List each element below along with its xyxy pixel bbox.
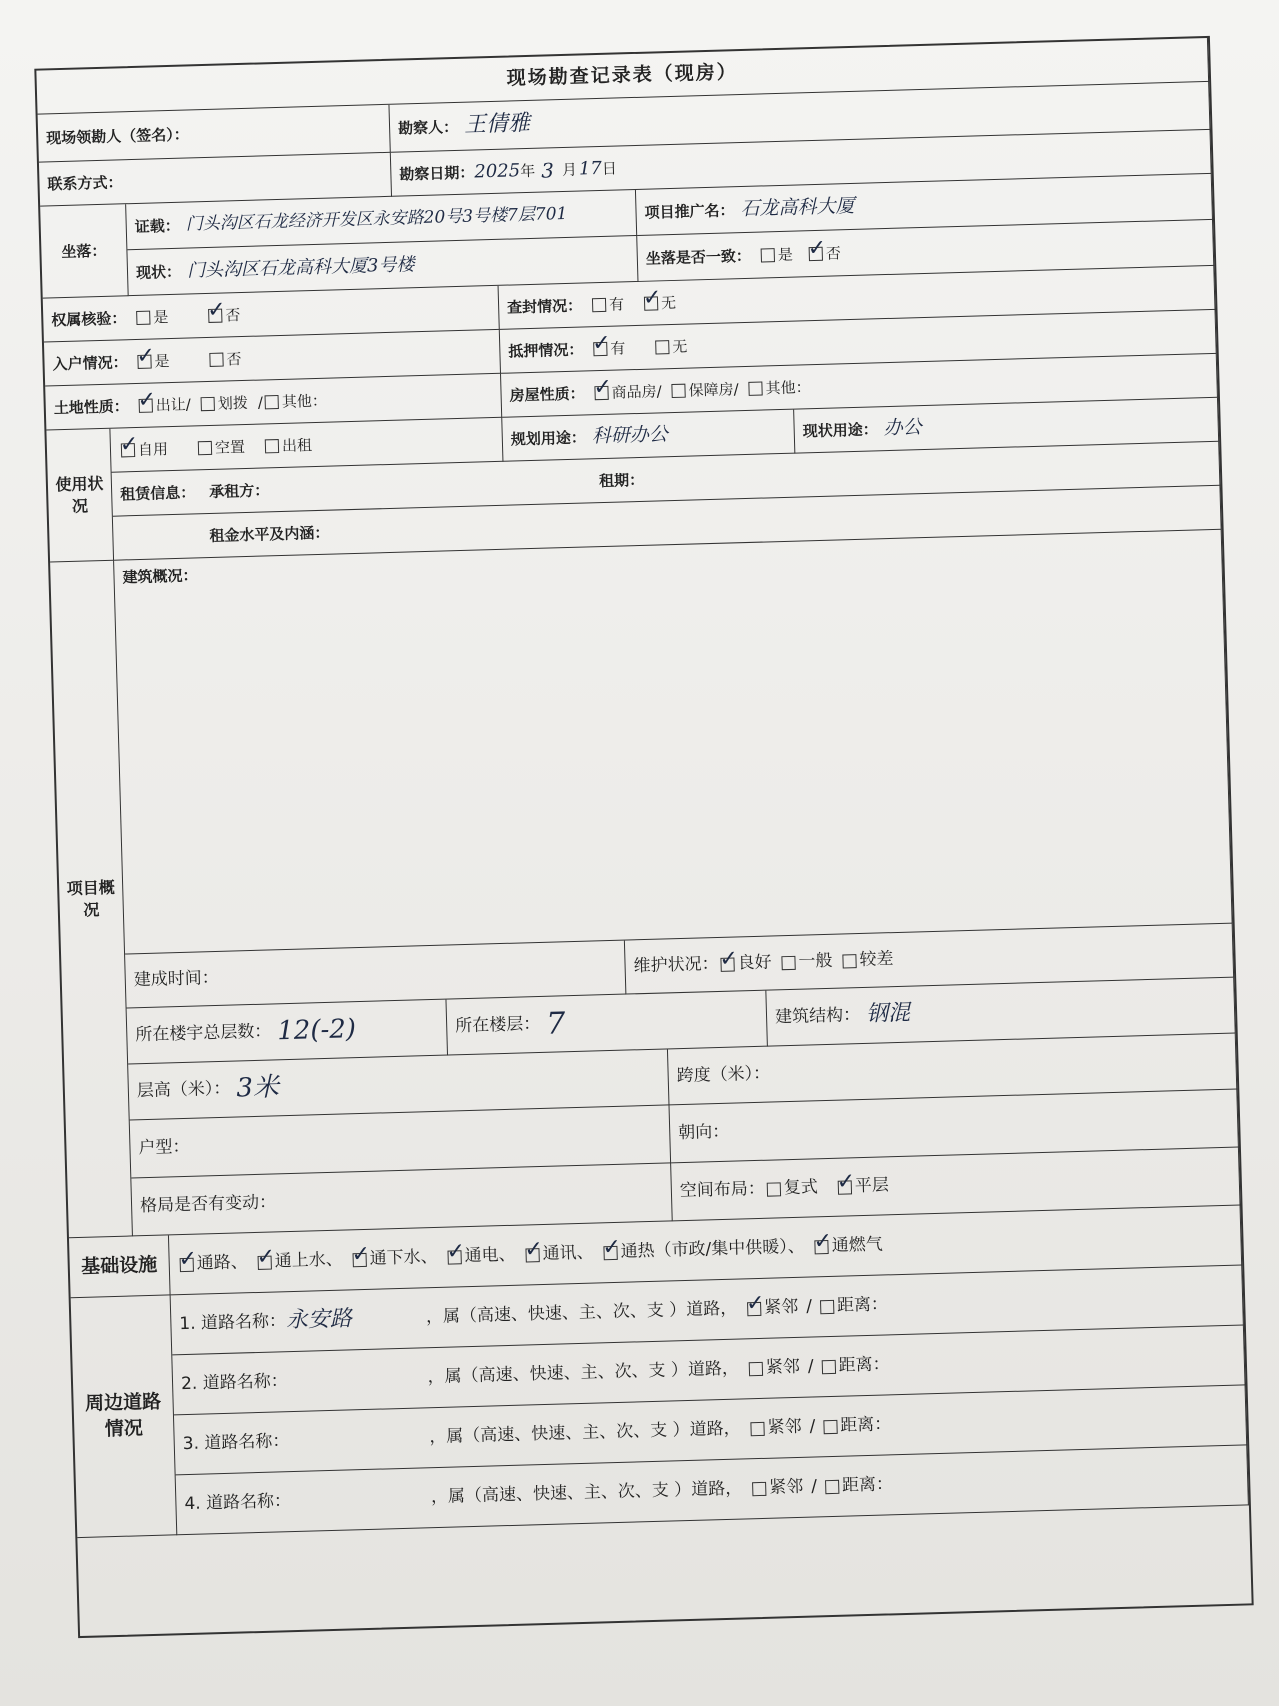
land-other-checkbox[interactable] bbox=[265, 395, 279, 409]
road-3-name bbox=[289, 1438, 429, 1442]
road-4-adjacent-label: 紧邻 bbox=[768, 1477, 804, 1499]
house-commercial-checkbox[interactable] bbox=[594, 385, 608, 399]
road-1-distance-checkbox[interactable] bbox=[820, 1299, 834, 1313]
ownership-yes-label: 是 bbox=[153, 307, 169, 326]
layout-flat-checkbox[interactable] bbox=[838, 1180, 852, 1194]
infra-road-label: 通路、 bbox=[196, 1252, 249, 1274]
roads-cell bbox=[71, 1295, 178, 1538]
ownership-no-checkbox[interactable] bbox=[208, 308, 222, 322]
layout-duplex-label: 复式 bbox=[783, 1177, 819, 1199]
road-1-distance-label: 距离： bbox=[836, 1294, 889, 1317]
infra-road-checkbox[interactable] bbox=[180, 1257, 194, 1271]
layout-flat-label: 平层 bbox=[854, 1175, 890, 1197]
seal-label: 查封情况： bbox=[506, 296, 583, 317]
infra-telecom-checkbox[interactable] bbox=[525, 1248, 539, 1262]
infra-gas-checkbox[interactable] bbox=[815, 1240, 829, 1254]
road-2-sep: / bbox=[807, 1356, 814, 1377]
lease-info-label: 租赁信息： bbox=[119, 482, 196, 503]
road-1-prefix: 1. 道路名称： bbox=[179, 1311, 287, 1335]
usage-vacant-checkbox[interactable] bbox=[198, 440, 212, 454]
date-year: 2025 bbox=[474, 159, 521, 183]
infra-heating-checkbox[interactable] bbox=[603, 1245, 617, 1259]
ownership-yes-checkbox[interactable] bbox=[136, 310, 150, 324]
seal-none-label: 无 bbox=[660, 293, 677, 312]
survey-date-label: 勘察日期： bbox=[399, 162, 475, 184]
ownership-no-label: 否 bbox=[225, 305, 241, 324]
maintenance-label: 维护状况： bbox=[633, 954, 719, 977]
entry-no-checkbox[interactable] bbox=[209, 352, 223, 366]
unit-type-label: 户型： bbox=[138, 1137, 190, 1159]
road-2-distance-checkbox[interactable] bbox=[821, 1359, 835, 1373]
actual-address-label: 现状： bbox=[135, 262, 182, 282]
infra-power-label: 通电、 bbox=[464, 1245, 516, 1267]
floor-label: 所在楼层： bbox=[454, 1014, 541, 1037]
cert-address-value: 门头沟区石龙经济开发区永安路20号3号楼7层701 bbox=[185, 204, 568, 235]
space-layout-label: 空间布局： bbox=[679, 1179, 766, 1202]
infra-heating-label: 通热（市政/集中供暖）、 bbox=[620, 1236, 806, 1263]
entry-yes-checkbox[interactable] bbox=[137, 354, 151, 368]
consistent-no-checkbox[interactable] bbox=[809, 246, 823, 260]
span-label: 跨度（米）： bbox=[676, 1063, 771, 1087]
layout-change-label: 格局是否有变动： bbox=[139, 1192, 277, 1217]
building-overview-label: 建筑概况： bbox=[122, 566, 198, 587]
building-overview-cell bbox=[114, 530, 1233, 955]
actual-address-value: 门头沟区石龙高科大厦3号楼 bbox=[186, 253, 415, 282]
entry-label: 入户情况： bbox=[52, 352, 128, 373]
maint-good-label: 良好 bbox=[737, 952, 772, 974]
road-4-distance-label: 距离： bbox=[841, 1474, 894, 1497]
total-floors-value: 12(-2) bbox=[276, 1014, 357, 1047]
road-2-name bbox=[288, 1378, 428, 1382]
seal-none-checkbox[interactable] bbox=[644, 296, 658, 310]
road-4-adjacent-checkbox[interactable] bbox=[752, 1481, 766, 1495]
road-1-adjacent-checkbox[interactable] bbox=[747, 1301, 761, 1315]
road-1-type: ，属（高速、快速、主、次、支 ）道路， bbox=[425, 1298, 738, 1328]
structure-value: 钢混 bbox=[865, 1000, 911, 1028]
usage-rent-label: 出租 bbox=[281, 435, 313, 455]
seal-has-checkbox[interactable] bbox=[592, 297, 606, 311]
infra-telecom-label: 通讯、 bbox=[542, 1242, 594, 1265]
mortgage-none-label: 无 bbox=[672, 337, 688, 356]
lease-term-label: 租期： bbox=[598, 470, 645, 490]
road-2-type: ，属（高速、快速、主、次、支 ）道路， bbox=[427, 1358, 740, 1388]
plan-use-label: 规划用途： bbox=[510, 427, 587, 449]
house-nature-label: 房屋性质： bbox=[509, 383, 585, 405]
maint-normal-label: 一般 bbox=[798, 951, 833, 973]
maint-poor-label: 较差 bbox=[859, 949, 894, 971]
road-4-name bbox=[291, 1498, 431, 1502]
road-1-name: 永安路 bbox=[285, 1306, 353, 1334]
project-label: 项目概况 bbox=[66, 877, 115, 920]
floor-height-label: 层高（米）： bbox=[136, 1078, 231, 1102]
road-4-distance-checkbox[interactable] bbox=[825, 1479, 839, 1493]
usage-label: 使用状况 bbox=[55, 473, 104, 516]
current-use-value: 办公 bbox=[883, 416, 923, 440]
house-commercial-label: 商品房/ bbox=[611, 381, 662, 402]
house-other-checkbox[interactable] bbox=[748, 381, 762, 395]
current-use-label: 现状用途： bbox=[802, 419, 878, 440]
entry-yes-label: 是 bbox=[154, 351, 170, 370]
infra-power-checkbox[interactable] bbox=[447, 1250, 461, 1264]
consistent-no-label: 否 bbox=[825, 243, 842, 263]
usage-rent-checkbox[interactable] bbox=[265, 439, 279, 453]
road-2-adjacent-label: 紧邻 bbox=[765, 1357, 801, 1379]
road-1-adjacent-label: 紧邻 bbox=[763, 1297, 799, 1319]
mortgage-label: 抵押情况： bbox=[508, 340, 584, 361]
infra-label: 基础设施 bbox=[80, 1253, 158, 1278]
roads-label: 周边道路情况 bbox=[84, 1390, 162, 1440]
mortgage-has-label: 有 bbox=[610, 338, 626, 358]
floor-value: 7 bbox=[545, 1005, 566, 1042]
road-3-sep: / bbox=[809, 1416, 816, 1437]
road-4-sep: / bbox=[810, 1476, 818, 1497]
rent-level-label: 租金水平及内涵： bbox=[209, 523, 330, 545]
road-3-distance-label: 距离： bbox=[840, 1414, 892, 1437]
built-time-label: 建成时间： bbox=[133, 968, 220, 991]
location-consistent-label: 坐落是否一致： bbox=[645, 246, 752, 268]
road-3-adjacent-checkbox[interactable] bbox=[750, 1421, 764, 1435]
land-sep: / bbox=[257, 392, 264, 412]
seal-has-label: 有 bbox=[608, 294, 625, 314]
date-year-suffix: 年 bbox=[519, 161, 536, 180]
plan-use-value: 科研办公 bbox=[591, 423, 669, 448]
land-other-label: 其他： bbox=[281, 391, 328, 411]
total-floors-label: 所在楼宇总层数： bbox=[135, 1021, 272, 1046]
usage-cell bbox=[46, 429, 114, 563]
road-1-sep: / bbox=[805, 1296, 813, 1317]
surveyor-signature: 王倩雅 bbox=[463, 111, 531, 139]
cert-address-label: 证载： bbox=[134, 216, 181, 236]
layout-duplex-checkbox[interactable] bbox=[767, 1182, 781, 1196]
land-transfer-checkbox[interactable] bbox=[139, 398, 153, 412]
land-allocate-label: 划拨 bbox=[217, 393, 249, 413]
house-other-label: 其他： bbox=[765, 377, 811, 397]
consistent-yes-label: 是 bbox=[777, 245, 794, 264]
date-month: 3 bbox=[540, 157, 555, 183]
road-3-distance-checkbox[interactable] bbox=[823, 1419, 837, 1433]
house-affordable-label: 保障房/ bbox=[688, 379, 739, 400]
tenant-label: 承租方： bbox=[208, 480, 270, 501]
structure-label: 建筑结构： bbox=[774, 1005, 861, 1028]
location-label: 坐落： bbox=[61, 241, 107, 261]
survey-form bbox=[34, 36, 1253, 1638]
maint-poor-checkbox[interactable] bbox=[842, 954, 856, 968]
road-2-prefix: 2. 道路名称： bbox=[180, 1371, 288, 1395]
infra-water-supply-label: 通上水、 bbox=[274, 1249, 343, 1272]
lead-surveyor-label: 现场领勘人（签名）： bbox=[45, 124, 189, 147]
entry-no-label: 否 bbox=[226, 349, 242, 368]
total-floors-cell bbox=[127, 1000, 448, 1065]
maint-normal-checkbox[interactable] bbox=[781, 955, 795, 969]
usage-self-label: 自用 bbox=[137, 439, 169, 459]
form-title-text: 现场勘查记录表（现房） bbox=[506, 61, 738, 90]
promo-name-label: 项目推广名： bbox=[644, 200, 735, 222]
infra-water-supply-checkbox[interactable] bbox=[258, 1255, 272, 1269]
date-day: 17 bbox=[578, 157, 603, 180]
land-transfer-label: 出让/ bbox=[155, 394, 192, 414]
land-label: 土地性质： bbox=[53, 396, 130, 417]
usage-self-checkbox[interactable] bbox=[121, 443, 135, 457]
house-affordable-checkbox[interactable] bbox=[671, 383, 685, 397]
floor-cell bbox=[446, 991, 767, 1056]
consistent-yes-checkbox[interactable] bbox=[761, 248, 775, 262]
date-day-suffix: 日 bbox=[601, 159, 618, 178]
infra-gas-label: 通燃气 bbox=[831, 1234, 883, 1257]
road-3-type: ，属（高速、快速、主、次、支 ）道路， bbox=[429, 1418, 741, 1448]
mortgage-none-checkbox[interactable] bbox=[655, 340, 669, 354]
infra-drainage-label: 通下水、 bbox=[369, 1247, 438, 1270]
surveyor-label: 勘察人： bbox=[397, 117, 459, 138]
infra-cell bbox=[69, 1235, 171, 1298]
maint-good-checkbox[interactable] bbox=[720, 957, 734, 971]
road-3-adjacent-label: 紧邻 bbox=[767, 1417, 802, 1439]
road-4-type: ，属（高速、快速、主、次、支 ）道路， bbox=[430, 1478, 743, 1508]
promo-name-value: 石龙高科大厦 bbox=[740, 194, 855, 221]
ownership-label: 权属核验： bbox=[51, 308, 127, 329]
road-2-distance-label: 距离： bbox=[838, 1354, 890, 1377]
mortgage-has-checkbox[interactable] bbox=[593, 341, 607, 355]
infra-drainage-checkbox[interactable] bbox=[352, 1252, 366, 1266]
road-2-adjacent-checkbox[interactable] bbox=[749, 1361, 763, 1375]
road-3-prefix: 3. 道路名称： bbox=[182, 1431, 290, 1455]
usage-vacant-label: 空置 bbox=[214, 437, 246, 457]
orientation-label: 朝向： bbox=[678, 1122, 730, 1144]
contact-label: 联系方式： bbox=[47, 172, 123, 193]
road-4-prefix: 4. 道路名称： bbox=[184, 1491, 292, 1515]
floor-height-value: 3米 bbox=[235, 1072, 280, 1104]
location-cell bbox=[40, 204, 129, 298]
date-month-suffix: 月 bbox=[561, 160, 578, 179]
land-allocate-checkbox[interactable] bbox=[201, 396, 215, 410]
